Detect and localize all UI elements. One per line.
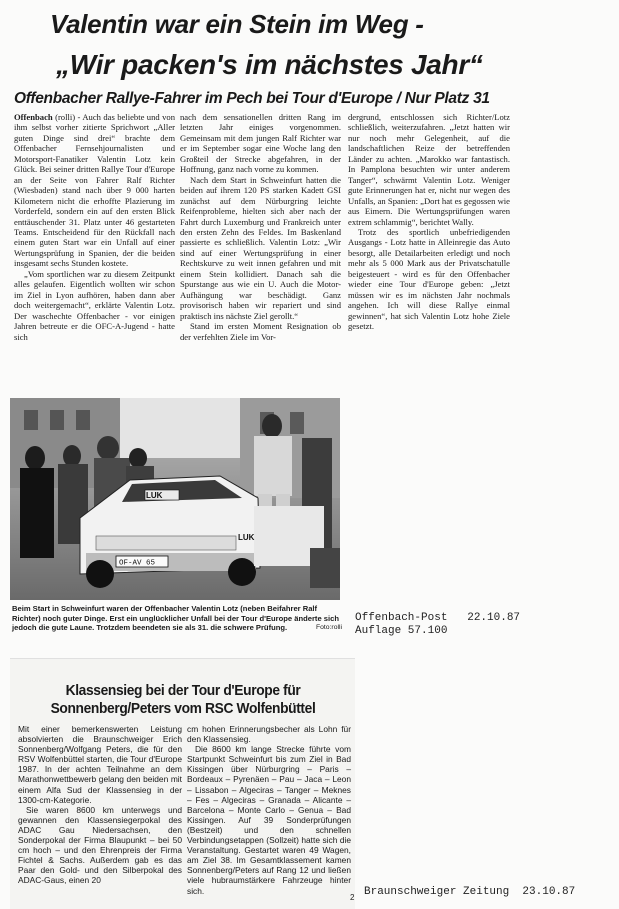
article1-col2-p2: Nach dem Start in Schweinfurt hatten die beiden auf ihrem 120 PS starken Kadett GSI zunächst auf dem Nürburgring leichte Reifenprobleme, hielten sich aber nach der Fahrt durch Luxemburg und Frankreich unter den ersten Zehn des Feldes. Im Baskenland passierte es schließlich. Valentin Lotz: „Wir sind auf einer Wertungsprüfung in einer Rechtskurve zu weit innen gefahren und mit einem Stein kollidiert. Danach sah die Spurstange aus wie ein U. Auch die Motor-Aufhängung war beschädigt. Ganz provisorisch haben wir repariert und sind praktisch ins nächste Ziel gerollt.“ [180,174,341,321]
source-stamp-offenbach [355,612,520,638]
rally-photo [10,398,340,600]
article1-column-1 [14,112,175,342]
article2-column-1 [18,724,182,886]
stamp1-line2: Auflage 57.100 [355,625,448,637]
article2-col1-p2: Sie waren 8600 km unterwegs und gewannen den Klassensiegerpokal des ADAC Gau Niedersachsen, den Sonderpokal der Firma Blaupunkt – bei 50 cm hoch – und den Ehrenpreis der Firma Fichtel & Sachs. Außerdem gab es das Paar den Gold- und den Silberpokal des ADAC-Gaus, einen 20 [18,804,182,886]
article1-column-2 [180,112,341,342]
car-door-logo: LUK [238,533,255,542]
headline-line-1: Valentin war ein Stein im Weg - [50,9,424,39]
article1-col2-p1: nach dem sensationellen dritten Rang im letzten Jahr einiges vorgenommen. Gemeinsam mit dem jungen Ralf Richter war er im September sogar eine Woche lang den Großteil der Strecke abgefahren, in der Hoffnung, ganz nach vorne zu kommen. [180,112,341,175]
article1-col1-p1: (rolli) - Auch das beliebte und von ihm selbst vorher zitierte Sprichwort „Aller guten Dinge sind drei“ brachte dem Offenbacher Fernsehjournalisten und Motorsport-Fanatiker Valentin Lotz kein Glück. Bei seiner dritten Rallye Tour d'Europe an der Seite von Fahrer Ralf Richter (Wiesbaden) stand nach über 9 000 harten Kilometern nicht die erhoffte Plazierung im Vorderfeld, sondern ein auf den ersten Blick enttäuschender 31. Platz unter 46 gestarteten Teams. Entscheidend für den Rückfall nach einem guten Start war ein Unfall auf einer Wertungsprüfung in Spanien, der die beiden insgesamt sechs Stunden kostete. [14,112,175,269]
photo-caption [12,604,342,633]
article1-col1-p2: „Vom sportlichen war zu diesem Zeitpunkt alles gelaufen. Eigentlich wollten wir schon im Ziel in Lyon aufhören, haben dann aber doch weitergemacht“, erklärte Valentin Lotz. Der waschechte Offenbacher - vor einigen Jahren betreute er die OFC-A-Jugend - hatte sich [14,268,175,342]
source-stamp-braunschweig: Braunschweiger Zeitung 23.10.87 [364,886,576,898]
car-sponsor-label: LUK [146,491,163,500]
article1-col3-p1: dergrund, entschlossen sich Richter/Lotz schließlich, weiterzufahren. „Jetzt hatten wir nur noch mehr Gelegenheit, auf die landschaftlichen Reize der betreffenden Länder zu achten. „Marokko war fantastisch. In Pamplona besuchten wir unter anderem Tanger“, schwärmt Valentin Lotz. Weniger gute Erinnerungen hat er, nicht nur wegen des Unfalls, an Spanien: „Dort hat es gegossen wie aus Eimern. Die Wertungsprüfungen waren extrem schlammig“, berichtet Wally. [348,112,510,227]
photo-caption-text: Beim Start in Schweinfurt waren der Offenbacher Valentin Lotz (neben Beifahrer Ralf Richter) noch guter Dinge. Erst ein unglücklicher Unfall bei der Tour d'Europe änderte sich jedoch die gute Laune. Trotzdem beendeten sie als 31. die schwere Prüfung. [12,604,339,633]
article1-col2-p3: Stand im ersten Moment Resignation ob der verfehlten Ziele im Vor- [180,321,341,342]
stamp1-line1: Offenbach-Post 22.10.87 [355,612,521,624]
license-plate: OF-AV 65 [119,559,156,568]
photo-credit: Foto:rolli [315,624,342,632]
article2-headline-line-1: Klassensieg bei der Tour d'Europe für [65,682,301,699]
article2-col2-p2: Die 8600 km lange Strecke führte vom Startpunkt Schweinfurt bis zum Ziel in Bad Kissingen über Nürburgring – Paris – Bordeaux – Pyrenäen – Pau – Jaca – Leon – Lissabon – Algeciras – Tanger – Meknes – Fes – Algeciras – Granada – Alicante – Barcelona – Monte Carlo – Genua – Bad Kissingen. Auf 39 Sonderprüfungen (Bestzeit) und den schnellen Verbindungsetappen (Sollzeit) hatte sich die Veranstaltung. Gestartet waren 49 Wagen, am Ziel 38. Im Gesamtklassement kamen Sonnenberg/Peters auf Rang 12 und ließen viele hubraumstärkere Fahrzeuge hinter sich. [187,744,351,896]
article2-column-2 [187,724,351,896]
article1-col3-p2: Trotz des sportlich unbefriedigenden Ausgangs - Lotz hatte in Alleinregie das Auto besorgt, alle Detailarbeiten erledigt und noch mehr als 5 000 Mark aus der Privatschatulle beigesteuert - wird es für den Offenbacher wieder eine Tour d'Europe geben: „Jetzt müssen wir es im nächsten Jahr nochmals angehen. Ich will diese Rallye einmal gewinnen“, hat sich Valentin Lotz hohe Ziele gesetzt. [348,226,510,332]
article2-col1-p1: Mit einer bemerkenswerten Leistung absolvierten die Braunschweiger Erich Sonnenberg/Wolfgang Peters, die für den RSV Wolfenbüttel starten, die Tour d'Europe 1987. In der achten Teilnahme an dem Marathonwettbewerb gelang den beiden mit einem Alfa Sud der Klassensieg in der 1300-cm-Kategorie. [18,724,182,805]
dateline: Offenbach [14,112,53,122]
article2-headline-line-2: Sonnenberg/Peters vom RSC Wolfenbüttel [50,700,316,717]
subheadline: Offenbacher Rallye-Fahrer im Pech bei Tour d'Europe / Nur Platz 31 [14,90,490,107]
footnote-mark: 2 [350,893,355,902]
headline-line-2: „Wir packen's im nächstes Jahr“ [56,49,483,80]
rally-car-illustration [10,398,340,600]
article1-column-3 [348,112,510,332]
article2-col2-p1: cm hohen Erinnerungsbecher als Lohn für den Klassensieg. [187,724,351,745]
